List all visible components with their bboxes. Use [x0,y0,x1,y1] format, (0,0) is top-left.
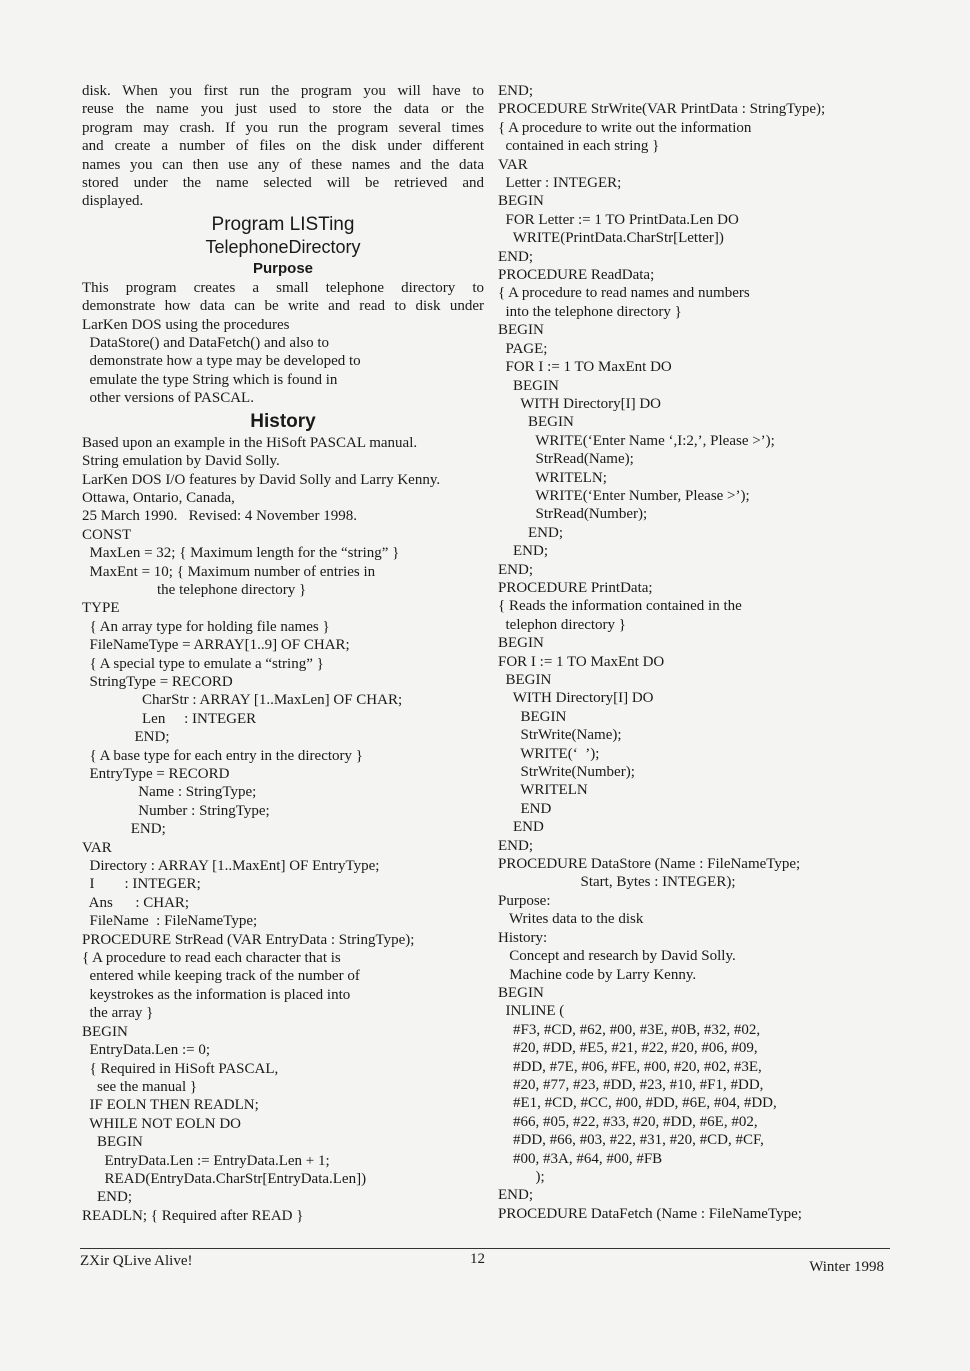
right-code-line: PAGE; [498,340,548,357]
right-code-line: BEGIN [498,377,559,394]
right-code-line: END; [498,561,533,578]
intro-paragraph [82,82,484,211]
right-code-line: FOR I := 1 TO MaxEnt DO [498,359,672,376]
intro-line: reuse the name you just used to store the data or the [82,101,484,118]
purpose-lines-line: DataStore() and DataFetch() and also to [82,335,329,352]
right-code-line: #66, #05, #22, #33, #20, #DD, #6E, #02, [498,1113,758,1130]
right-code-line: WRITE(PrintData.CharStr[Letter]) [498,230,724,247]
right-code-line: WRITELN [498,782,588,799]
right-code-line: END [498,800,552,817]
intro-line: and create a number of files on the disk under different [82,138,484,155]
left-code-line: Name : StringType; [82,784,257,801]
right-code-line: StrWrite(Name); [498,727,622,744]
left-code-line: BEGIN [82,1134,143,1151]
intro-line: program may crash. If you run the program several times [82,119,484,136]
left-code-line: END; [82,729,170,746]
intro-line: disk. When you first run the program you will have to [82,83,484,99]
left-code-line: Based upon an example in the HiSoft PASCAL manual. [82,434,418,451]
right-code-line: BEGIN [498,635,544,652]
left-code-line: EntryType = RECORD [82,766,230,782]
footer-page-number: 12 [470,1251,485,1267]
right-code-listing [498,82,898,1223]
right-code-line: PROCEDURE PrintData; [498,579,653,596]
left-code-line: END; [82,821,166,838]
right-code-line: Machine code by Larry Kenny. [498,966,697,983]
right-code-line: FOR I := 1 TO MaxEnt DO [498,653,665,670]
right-code-line: StrRead(Name); [498,451,634,468]
right-code-line: INLINE ( [498,1003,565,1020]
right-code-line: telephon directory } [498,616,626,633]
footer-publication: ZXir QLive Alive! [80,1253,193,1269]
left-code-line: the telephone directory } [82,581,307,598]
right-code-line: #20, #DD, #E5, #21, #22, #20, #06, #09, [498,1040,758,1057]
right-code-line: StrWrite(Number); [498,764,635,781]
left-code-line: FileName : FileNameType; [82,913,258,930]
right-code-line: WRITELN; [498,469,607,486]
right-code-line: FOR Letter := 1 TO PrintData.Len DO [498,211,739,228]
right-code-line: END; [498,83,533,99]
right-code-line: { A procedure to write out the information [498,119,752,136]
left-code-line: see the manual } [82,1078,198,1095]
purpose-lines-line: other versions of PASCAL. [82,390,254,407]
right-code-line: END [498,819,544,836]
purpose-line: LarKen DOS using the procedures [82,316,290,333]
purpose-paragraph [82,279,484,334]
left-code-line: keystrokes as the information is placed into [82,986,351,1003]
right-code-line: into the telephone directory } [498,303,682,320]
right-code-line: WRITE(‘Enter Number, Please >’); [498,487,750,504]
left-code-line: READLN; { Required after READ } [82,1207,304,1224]
right-code-line: END; [498,543,548,560]
page-footer [80,1248,890,1279]
left-code-line: LarKen DOS I/O features by David Solly and Larry Kenny. [82,471,441,488]
right-code-line: #E1, #CD, #CC, #00, #DD, #6E, #04, #DD, [498,1095,777,1112]
intro-line: stored under the name selected will be retrieved and [82,175,484,192]
right-code-line: Concept and research by David Solly. [498,948,736,965]
purpose-lines-line: demonstrate how a type may be developed to [82,353,361,370]
purpose-lines [82,334,484,408]
purpose-lines-line: emulate the type String which is found in [82,371,338,388]
left-code-line: IF EOLN THEN READLN; [82,1097,259,1114]
right-code-line: #F3, #CD, #62, #00, #3E, #0B, #32, #02, [498,1021,761,1038]
right-column [498,82,898,1223]
right-code-line: WRITE(‘ ’); [498,745,600,762]
right-code-line: { A procedure to read names and numbers [498,285,750,302]
purpose-heading: Purpose [252,259,313,277]
right-code-line: BEGIN [498,414,574,431]
left-code-line: entered while keeping track of the number of [82,968,360,985]
right-code-line: VAR [498,156,528,173]
history-heading: History [250,410,316,432]
right-code-line: WRITE(‘Enter Name ‘,I:2,’, Please >’); [498,432,775,449]
right-code-line: END; [498,248,533,265]
left-code-line: 25 March 1990. Revised: 4 November 1998. [82,508,357,525]
left-code-line: Ottawa, Ontario, Canada, [82,489,235,506]
left-column [82,82,484,1225]
right-code-line: Letter : INTEGER; [498,175,622,192]
right-code-line: BEGIN [498,322,544,339]
right-code-line: BEGIN [498,672,552,688]
purpose-line: This program creates a small telephone directory to [82,279,484,296]
left-code-line: WHILE NOT EOLN DO [82,1115,242,1132]
right-code-line: #00, #3A, #64, #00, #FB [498,1150,663,1167]
left-code-line: Len : INTEGER [82,710,257,727]
left-code-line: { Required in HiSoft PASCAL, [82,1060,279,1077]
left-code-line: CharStr : ARRAY [1..MaxLen] OF CHAR; [82,692,403,709]
right-code-line: PROCEDURE DataFetch (Name : FileNameType; [498,1205,802,1222]
intro-line: displayed. [82,193,144,210]
left-code-line: EntryData.Len := EntryData.Len + 1; [82,1152,330,1169]
left-code-line: END; [82,1189,132,1206]
left-code-line: PROCEDURE StrRead (VAR EntryData : StringType); [82,931,415,948]
right-code-line: BEGIN [498,193,544,210]
right-code-line: Writes data to the disk [498,911,644,928]
left-code-listing [82,434,484,1225]
left-code-line: { A base type for each entry in the directory } [82,747,363,764]
left-code-line: I : INTEGER; [82,876,201,893]
right-code-line: END; [498,524,563,541]
right-code-line: { Reads the information contained in the [498,598,742,615]
left-code-line: the array } [82,1005,154,1022]
right-code-line: WITH Directory[I] DO [498,690,654,707]
left-code-line: CONST [82,526,132,543]
left-code-line: VAR [82,839,112,856]
right-code-line: Purpose: [498,892,551,909]
listing-heading: Program LISTing [211,213,355,235]
right-code-line: StrRead(Number); [498,506,648,523]
right-code-line: #DD, #66, #03, #22, #31, #20, #CD, #CF, [498,1132,764,1149]
right-code-line: END; [498,1187,533,1204]
program-name-heading: TelephoneDirectory [205,236,361,257]
right-code-line: History: [498,929,548,946]
left-code-line: FileNameType = ARRAY[1..9] OF CHAR; [82,637,350,654]
left-code-line: TYPE [82,600,120,617]
right-code-line: PROCEDURE DataStore (Name : FileNameType; [498,856,801,873]
left-code-line: EntryData.Len := 0; [82,1042,211,1059]
right-code-line: #20, #77, #23, #DD, #23, #10, #F1, #DD, [498,1076,764,1093]
right-code-line: WITH Directory[I] DO [498,395,662,412]
purpose-line: demonstrate how data can be write and read to disk under [82,298,484,315]
right-code-line: BEGIN [498,984,544,1001]
right-code-line: END; [498,837,533,854]
right-code-line: PROCEDURE StrWrite(VAR PrintData : StringType); [498,101,826,118]
left-code-line: Ans : CHAR; [82,894,190,911]
right-code-line: Start, Bytes : INTEGER); [498,874,736,891]
right-code-line: contained in each string } [498,138,660,155]
left-code-line: String emulation by David Solly. [82,453,280,470]
left-code-line: BEGIN [82,1023,128,1040]
left-code-line: Directory : ARRAY [1..MaxEnt] OF EntryType; [82,858,380,875]
left-code-line: { A procedure to read each character that is [82,950,341,967]
left-code-line: StringType = RECORD [82,673,233,690]
left-code-line: MaxLen = 32; { Maximum length for the “string” } [82,545,400,562]
left-code-line: { A special type to emulate a “string” } [82,655,324,672]
left-code-line: MaxEnt = 10; { Maximum number of entries in [82,563,376,580]
left-code-line: Number : StringType; [82,802,270,819]
left-code-line: READ(EntryData.CharStr[EntryData.Len]) [82,1170,367,1187]
left-code-line: { An array type for holding file names } [82,618,330,635]
right-code-line: BEGIN [498,708,567,725]
right-code-line: ); [498,1168,545,1185]
right-code-line: #DD, #7E, #06, #FE, #00, #20, #02, #3E, [498,1058,762,1075]
footer-issue: Winter 1998 [809,1259,884,1275]
right-code-line: PROCEDURE ReadData; [498,267,655,284]
intro-line: names you can then use any of these names and the data [82,156,484,173]
